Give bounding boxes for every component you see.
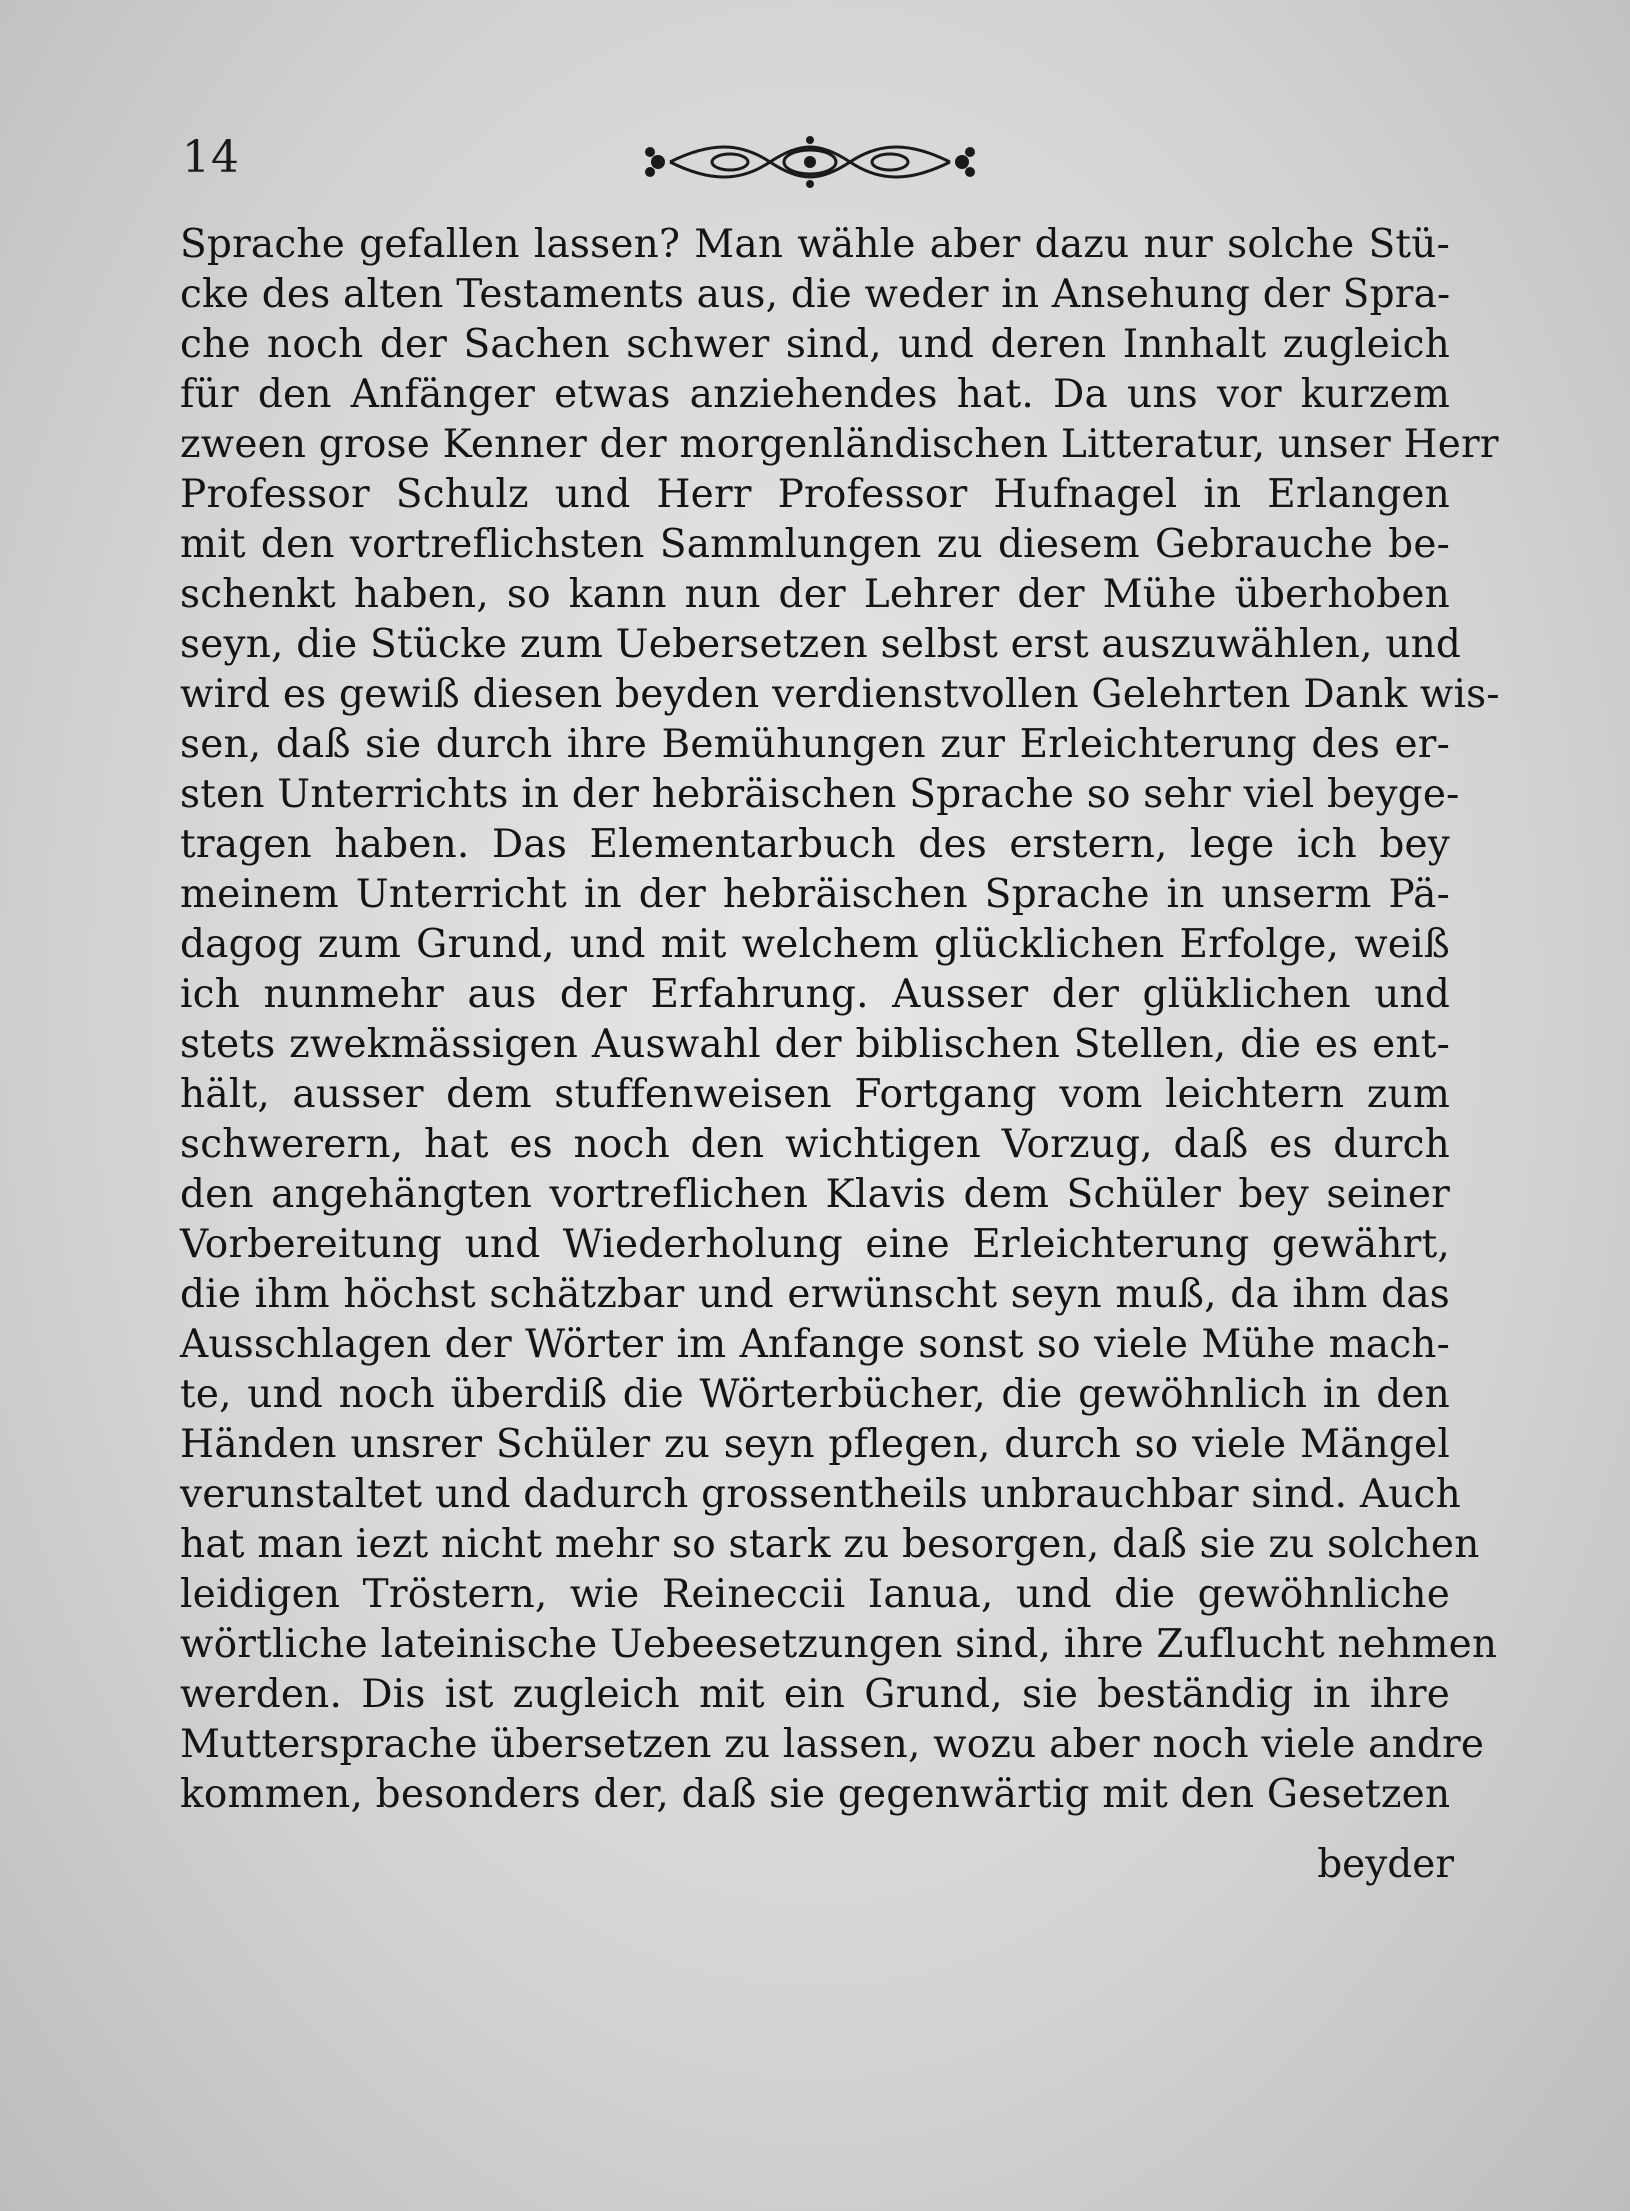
text-line: te, und noch überdiß die Wörterbücher, die gewöhnlich in den — [180, 1372, 1450, 1417]
text-line: wörtliche lateinische Uebeesetzungen sind, ihre Zuflucht nehmen — [180, 1622, 1498, 1667]
floral-ornament-icon — [630, 122, 990, 202]
text-line: ich nunmehr aus der Erfahrung. Ausser der glüklichen und — [180, 972, 1450, 1017]
body-text — [180, 220, 1500, 1820]
text-line: sten Unterrichts in der hebräischen Sprache so sehr viel beyge- — [180, 772, 1460, 817]
text-line: schwerern, hat es noch den wichtigen Vorzug, daß es durch — [180, 1122, 1450, 1167]
text-line: sen, daß sie durch ihre Bemühungen zur Erleichterung des er- — [180, 722, 1450, 767]
text-line: tragen haben. Das Elementarbuch des erstern, lege ich bey — [180, 822, 1450, 867]
text-line: leidigen Tröstern, wie Reineccii Ianua, und die gewöhnliche — [180, 1572, 1450, 1617]
text-line: Sprache gefallen lassen? Man wähle aber dazu nur solche Stü- — [180, 222, 1450, 267]
text-line: schenkt haben, so kann nun der Lehrer der Mühe überhoben — [180, 572, 1450, 617]
text-line: hat man iezt nicht mehr so stark zu besorgen, daß sie zu solchen — [180, 1522, 1480, 1567]
text-line: den angehängten vortreflichen Klavis dem Schüler bey seiner — [180, 1172, 1450, 1217]
catchword: beyder — [1317, 1842, 1454, 1887]
text-line: werden. Dis ist zugleich mit ein Grund, sie beständig in ihre — [180, 1672, 1450, 1717]
text-line: die ihm höchst schätzbar und erwünscht seyn muß, da ihm das — [180, 1272, 1450, 1317]
text-line: dagog zum Grund, und mit welchem glücklichen Erfolge, weiß — [180, 922, 1450, 967]
text-line: verunstaltet und dadurch grossentheils unbrauchbar sind. Auch — [180, 1472, 1461, 1517]
text-line: zween grose Kenner der morgenländischen Litteratur, unser Herr — [180, 422, 1499, 467]
text-line: Professor Schulz und Herr Professor Hufnagel in Erlangen — [180, 472, 1450, 517]
page-number: 14 — [182, 132, 240, 183]
text-line: hält, ausser dem stuffenweisen Fortgang vom leichtern zum — [180, 1072, 1450, 1117]
text-line: für den Anfänger etwas anziehendes hat. Da uns vor kurzem — [180, 372, 1450, 417]
text-line: wird es gewiß diesen beyden verdienstvollen Gelehrten Dank wis- — [180, 672, 1500, 717]
text-line: cke des alten Testaments aus, die weder in Ansehung der Spra- — [180, 272, 1451, 317]
show-through-bleed — [180, 1860, 1280, 1920]
text-line: Händen unsrer Schüler zu seyn pflegen, durch so viele Mängel — [180, 1422, 1450, 1467]
text-line: kommen, besonders der, daß sie gegenwärtig mit den Gesetzen — [180, 1772, 1451, 1817]
text-line: meinem Unterricht in der hebräischen Sprache in unserm Pä- — [180, 872, 1450, 917]
text-line: seyn, die Stücke zum Uebersetzen selbst erst auszuwählen, und — [180, 622, 1462, 667]
text-line: che noch der Sachen schwer sind, und deren Innhalt zugleich — [180, 322, 1450, 367]
text-line: mit den vortreflichsten Sammlungen zu diesem Gebrauche be- — [180, 522, 1450, 567]
text-line: Muttersprache übersetzen zu lassen, wozu aber noch viele andre — [180, 1722, 1485, 1767]
text-line: stets zwekmässigen Auswahl der biblischen Stellen, die es ent- — [180, 1022, 1450, 1067]
text-line: Vorbereitung und Wiederholung eine Erleichterung gewährt, — [180, 1222, 1450, 1267]
text-line: Ausschlagen der Wörter im Anfange sonst so viele Mühe mach- — [180, 1322, 1450, 1367]
